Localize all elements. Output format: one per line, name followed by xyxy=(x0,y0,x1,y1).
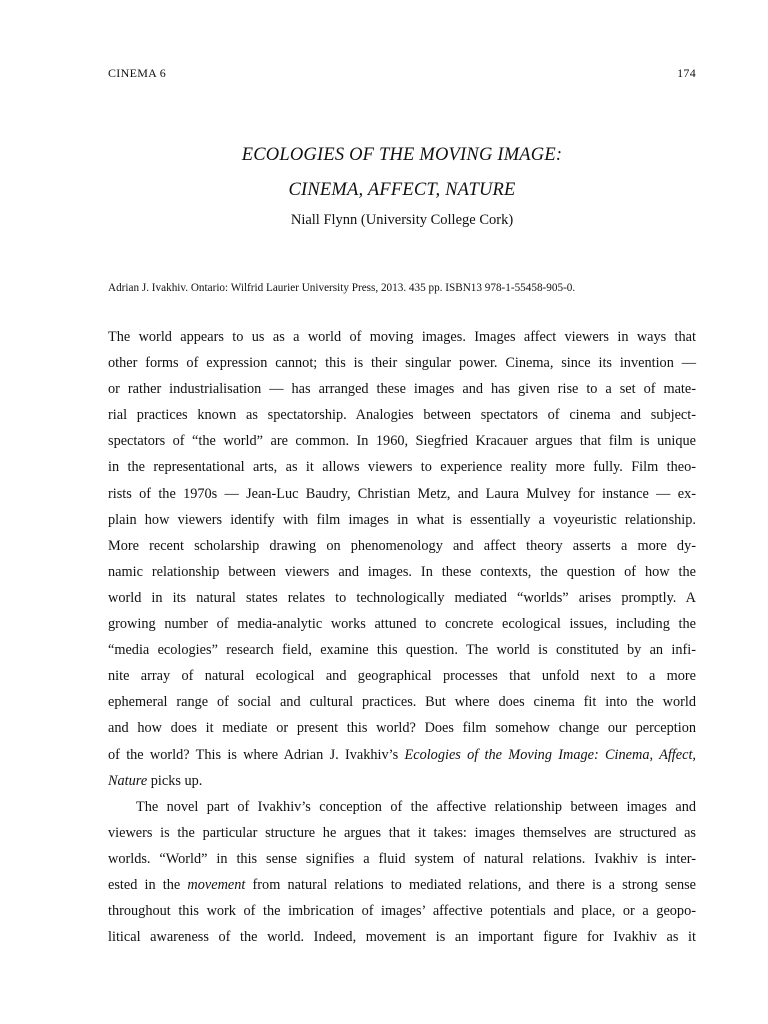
text-line: viewers is the particular structure he argues that it takes: images themselves are structured as xyxy=(108,824,696,841)
text-line: rial practices known as spectatorship. Analogies between spectators of cinema and subject- xyxy=(108,407,696,424)
text-line: “media ecologies” research field, examine this question. The world is constituted by an infi- xyxy=(108,642,696,659)
text-line: namic relationship between viewers and images. In these contexts, the question of how the xyxy=(108,563,696,580)
book-title-italic: Nature xyxy=(108,772,148,789)
book-title-italic: Ecologies of the Moving Image: Cinema, Affect, xyxy=(404,746,696,763)
journal-page xyxy=(108,0,696,1024)
running-header xyxy=(108,66,696,86)
paragraph-1 xyxy=(108,324,696,794)
author-byline: Niall Flynn (University College Cork) xyxy=(290,212,514,228)
text-line: More recent scholarship drawing on phenomenology and affect theory asserts a more dy- xyxy=(108,537,696,554)
text-line: The world appears to us as a world of moving images. Images affect viewers in ways that xyxy=(108,329,696,345)
emphasis-italic: movement xyxy=(187,876,246,893)
text-line: The novel part of Ivakhiv’s conception of the affective relationship between images and xyxy=(136,798,696,815)
page-number: 174 xyxy=(677,66,696,80)
body-text xyxy=(108,324,696,950)
text-line: other forms of expression cannot; this is their singular power. Cinema, since its invention — xyxy=(108,355,696,372)
text-line xyxy=(108,742,696,768)
text-line xyxy=(108,872,696,898)
text-line: growing number of media-analytic works attuned to concrete ecological issues, including the xyxy=(108,616,696,633)
text-run: picks up. xyxy=(147,772,203,789)
text-line: rists of the 1970s — Jean-Luc Baudry, Christian Metz, and Laura Mulvey for instance — ex- xyxy=(108,485,696,502)
text-run: from natural relations to mediated relations, and there is a strong sense xyxy=(245,876,697,893)
text-line: spectators of “the world” are common. In 1960, Siegfried Kracauer argues that film is unique xyxy=(108,433,696,450)
text-run: of the world? This is where Adrian J. Ivakhiv’s xyxy=(108,746,405,763)
text-run: ested in the xyxy=(108,876,188,893)
article-title-block xyxy=(108,138,696,230)
text-line: and how does it mediate or present this world? Does film somehow change our perception xyxy=(108,720,696,737)
text-line: or rather industrialisation — has arranged these images and has given rise to a set of mate- xyxy=(108,381,696,398)
text-line: plain how viewers identify with film images in what is essentially a voyeuristic relationship. xyxy=(108,511,696,528)
book-citation: Adrian J. Ivakhiv. Ontario: Wilfrid Laurier University Press, 2013. 435 pp. ISBN13 978-1-55458-905-0. xyxy=(108,282,576,294)
text-line: world in its natural states relates to technologically mediated “worlds” arises promptly. A xyxy=(108,589,696,606)
journal-name: CINEMA 6 xyxy=(108,66,167,80)
text-line: worlds. “World” in this sense signifies a fluid system of natural relations. Ivakhiv is inter- xyxy=(108,850,696,867)
text-line: in the representational arts, as it allows viewers to experience reality more fully. Film theo- xyxy=(108,459,696,476)
paragraph-2 xyxy=(108,794,696,951)
text-line: nite array of natural ecological and geographical processes that unfold next to a more xyxy=(108,668,696,685)
text-line xyxy=(108,768,696,794)
text-line: litical awareness of the world. Indeed, movement is an important figure for Ivakhiv as it xyxy=(108,929,696,946)
title-line-1: ECOLOGIES OF THE MOVING IMAGE: xyxy=(241,145,563,165)
text-line: throughout this work of the imbrication of images’ affective potentials and place, or a geopo- xyxy=(108,903,696,920)
title-line-2: CINEMA, AFFECT, NATURE xyxy=(288,180,516,200)
text-line: ephemeral range of social and cultural practices. But where does cinema fit into the world xyxy=(108,694,696,711)
